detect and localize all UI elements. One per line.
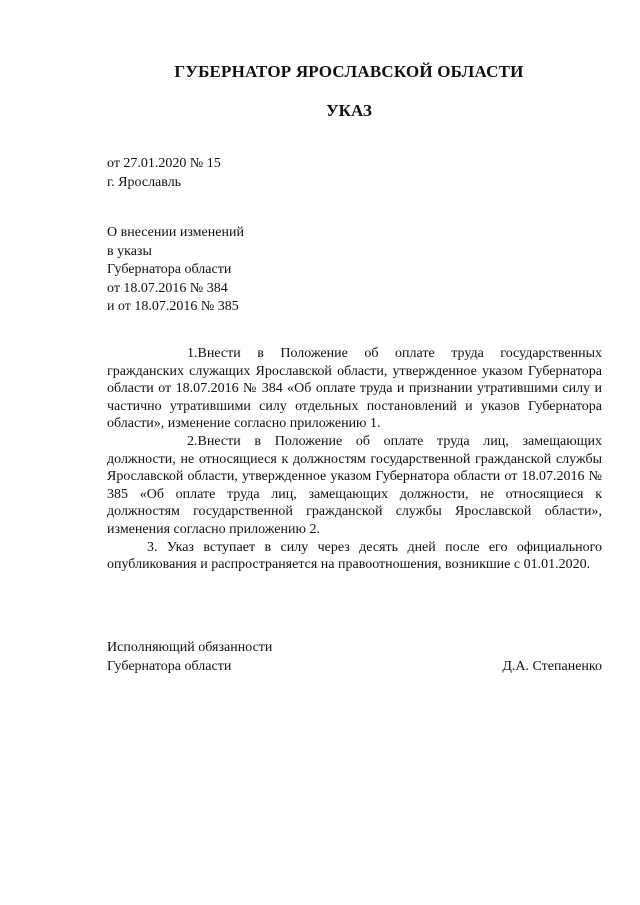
paragraph-2 bbox=[107, 433, 602, 539]
document-type: УКАЗ bbox=[326, 101, 372, 120]
paragraph-text: Указ вступает в силу через десять дней после его официального опубликования и распространяется на правоотношения, возникшие с 01.01.2020. bbox=[107, 539, 603, 573]
document-subject bbox=[107, 224, 244, 317]
paragraph-1 bbox=[107, 345, 602, 433]
city: г. Ярославль bbox=[107, 175, 182, 190]
signature-row bbox=[107, 657, 602, 676]
date-and-number: от 27.01.2020 № 15 bbox=[107, 156, 221, 171]
signer-name: Д.А. Степаненко bbox=[502, 659, 602, 674]
signature-block bbox=[107, 638, 602, 676]
paragraph-number: 3. bbox=[147, 539, 158, 555]
issuing-authority: ГУБЕРНАТОР ЯРОСЛАВСКОЙ ОБЛАСТИ bbox=[174, 62, 524, 81]
paragraph-3 bbox=[107, 539, 602, 574]
paragraph-number: 1. bbox=[187, 346, 198, 361]
document-meta bbox=[107, 154, 221, 192]
subject-line: в указы bbox=[107, 243, 152, 259]
subject-line: О внесении изменений bbox=[107, 225, 244, 240]
document-body bbox=[107, 345, 602, 574]
subject-line: и от 18.07.2016 № 385 bbox=[107, 299, 239, 314]
paragraph-number: 2. bbox=[187, 433, 198, 449]
subject-line: Губернатора области bbox=[107, 262, 232, 277]
signer-position-line2: Губернатора области bbox=[107, 659, 232, 674]
paragraph-text: Внести в Положение об оплате труда государственных гражданских служащих Ярославской области, утвержденное указом Губернатора области от 18.07.2016 № 384 «Об оплате труда и признании утратившими силу и частично утратившими силу отдельных постановлений и указов Губернатора области», изменение согласно приложению 1. bbox=[107, 346, 602, 432]
paragraph-text: Внести в Положение об оплате труда лиц, замещающих должности, не относящиеся к должностям государственной гражданской службы Ярославской области, утвержденное указом Губернатора области от 18.07.2016 № 385 «Об оплате труда лиц, замещающих должности, не относящиеся к должностям государственной гражданской службы Ярославской области», изменения согласно приложению 2. bbox=[107, 433, 602, 537]
signer-position: Исполняющий обязанности bbox=[107, 640, 273, 655]
subject-line: от 18.07.2016 № 384 bbox=[107, 280, 228, 296]
